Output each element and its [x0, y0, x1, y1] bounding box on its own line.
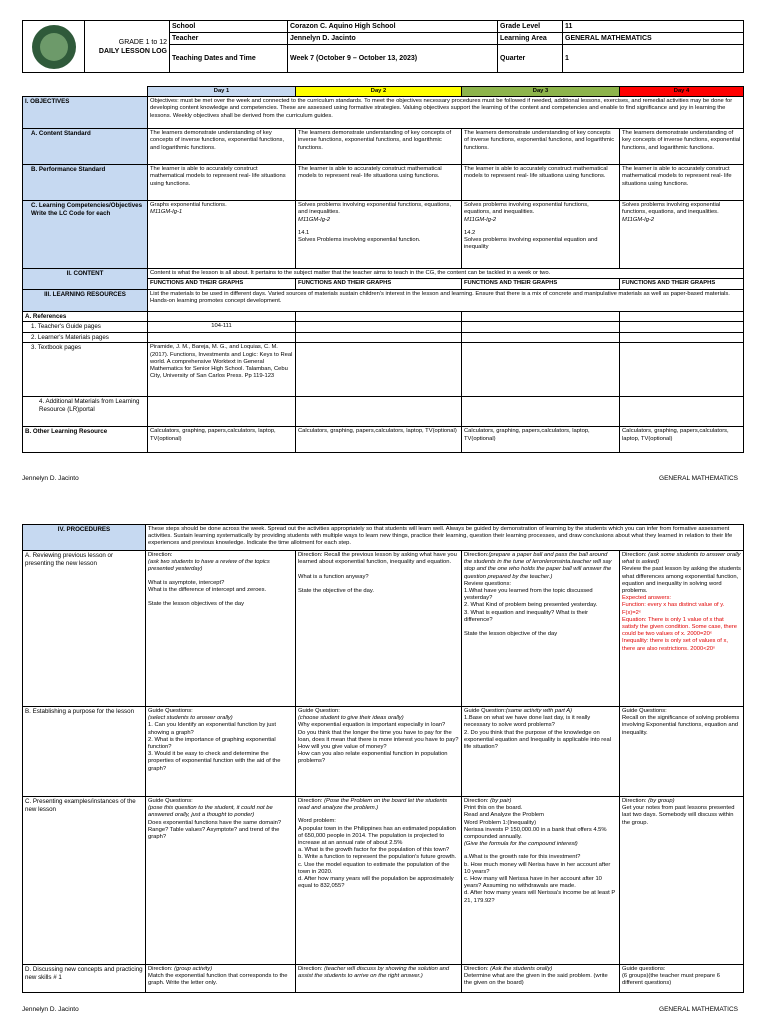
lc-day2 — [296, 201, 462, 269]
content-title: II. CONTENT — [23, 269, 148, 289]
olr-day2: Calculators, graphing, papers,calculators, laptop, TV(optional) — [296, 427, 462, 453]
note-text: (by pair) — [490, 798, 512, 804]
quarter-label: Quarter — [498, 45, 563, 73]
performance-standard-label: B. Performance Standard — [23, 165, 148, 201]
body-text: Review the past lesson by asking the students what differences among exponential function, equation and inequality in solving word problems. — [622, 566, 741, 595]
head-text: Guide Questions: — [148, 798, 193, 804]
day-4-header: Day 4 — [620, 87, 744, 97]
am-day1 — [148, 397, 296, 427]
lm-day3 — [462, 332, 620, 343]
body-text: a.What is the growth rate for this investment? b. How much money will Nerisa have in her account after 10 years? c. How many will Nerissa have in her account after 10 years? Assuming no withdrawals are made. d. After how many years will Nerissa's income be at least P 21, 179.92? — [464, 854, 616, 904]
am-day2 — [296, 397, 462, 427]
direction-text: Direction: — [464, 798, 489, 804]
procedures-title: IV. PROCEDURES — [23, 525, 146, 551]
lc-text: Solves problems involving exponential functions, equations, and inequalities. — [298, 202, 452, 216]
ref-day4 — [620, 311, 744, 322]
discussing-label: D. Discussing new concepts and practicing new skills # 1 — [23, 965, 146, 993]
note-text: (Ask the students orally) — [490, 966, 553, 972]
d-day1 — [146, 965, 296, 993]
dates-value: Week 7 (October 9 – October 13, 2023) — [288, 45, 498, 73]
d-day4 — [620, 965, 744, 993]
area-label: Learning Area — [498, 33, 563, 45]
body-text: Why exponential equation is important especially in loan? Do you think that the longer the time you have to pay for the loan, does it mean that there is more interest you have to pay? How will you give value of money? How can you also relate exponential function in population problems? — [298, 722, 459, 765]
lc-day4 — [620, 201, 744, 269]
tb-day4 — [620, 343, 744, 397]
resources-text: List the materials to be used in different days. Varied sources of materials sustain children's interest in the lesson and learning. Ensure that there is a mix of concrete and manipulative materials as well as paper-based materials. Hands-on learning promotes concept development. — [148, 289, 744, 311]
day-1-header: Day 1 — [148, 87, 296, 97]
cs-day4: The learners demonstrate understanding of key concepts of inverse functions, exponential functions, and logarithmic functions. — [620, 129, 744, 165]
lm-day4 — [620, 332, 744, 343]
tb-day3 — [462, 343, 620, 397]
a-day2: Direction: Recall the previous lesson by asking what have you learned about exponential function, inequality and equation. What is a function anyway? State the objective of the day. — [296, 551, 462, 707]
head-text: Guide questions: — [622, 966, 666, 972]
grade-label: Grade Level — [498, 21, 563, 33]
body-text: Get your notes from past lessons presented last two days. Somebody will discuss within the group. — [622, 805, 735, 826]
lc-code: M11GM-Ig-2 — [298, 216, 331, 223]
footer-subject: GENERAL MATHEMATICS — [659, 475, 738, 482]
lm-day1 — [148, 332, 296, 343]
expected-answers: Expected answers: Function: every x has distinct value of y. F(x)=2ˣ Equation: There is only 1 value of x that satisfy the given condition. Some case, there could be two values of x. 2000=20ˣ Inequality: there is only set of values of x, there are also restrictions. 2000<20ˣ — [622, 595, 738, 652]
other-resources-label: B. Other Learning Resource — [23, 427, 148, 453]
c-day2 — [296, 797, 462, 965]
textbook-label: 3. Textbook pages — [23, 343, 148, 397]
ps-day4: The learner is able to accurately construct mathematical models to represent real- life situations using functions. — [620, 165, 744, 201]
day-2-header: Day 2 — [296, 87, 462, 97]
note-text: (ask some students to answer orally what is asked) — [622, 552, 741, 566]
purpose-label: B. Establishing a purpose for the lesson — [23, 707, 146, 797]
footer-name: Jennelyn D. Jacinto — [22, 475, 79, 482]
lc-text: Graphs exponential functions. — [150, 202, 227, 209]
references-label: A. References — [23, 311, 148, 322]
head-text: Guide Question: — [464, 708, 506, 714]
am-day3 — [462, 397, 620, 427]
objectives-text: Objectives: must be met over the week and connected to the curriculum standards. To meet the objectives necessary procedures must be followed if needed, additional lessons, exercises, and remedial activities may be done for developing content knowledge and competencies. These are assessed using formative strategies. Valuing objectives support the learning of the content and competencies and enable to find significance and joy in learning the lessons. Weekly objectives shall be derived from the curriculum guides. — [148, 97, 744, 129]
log-title: DAILY LESSON LOG — [98, 47, 167, 55]
lesson-table-1 — [22, 86, 744, 453]
note-text: (select students to answer orally) — [148, 715, 233, 722]
note-text: (group activity) — [174, 966, 213, 972]
note-text: (by group) — [648, 798, 675, 804]
c-day1 — [146, 797, 296, 965]
blank-corner — [23, 87, 148, 97]
olr-day4: Calculators, graphing, papers,calculators, laptop, TV(optional) — [620, 427, 744, 453]
lc-code: M11GM-Ig-2 — [622, 216, 655, 223]
content-text: Content is what the lesson is all about. It pertains to the subject matter that the teacher aims to teach in the CG, the content can be tackled in a week or two. — [148, 269, 744, 279]
footer-subject-2: GENERAL MATHEMATICS — [659, 1006, 738, 1013]
direction-text: Direction: — [464, 966, 489, 972]
body-text: (6 groups)(the teacher must prepare 6 different questions) — [622, 973, 720, 987]
direction-text: Direction: — [464, 552, 489, 558]
deped-seal — [23, 21, 85, 73]
log-title-cell — [85, 21, 170, 73]
tg-day3 — [462, 322, 620, 333]
b-day2 — [296, 707, 462, 797]
ref-day3 — [462, 311, 620, 322]
olr-day3: Calculators, graphing, papers,calculators, laptop, TV(optional) — [462, 427, 620, 453]
tb-day1: Piramide, J. M., Bareja, M. G., and Loquias, C. M. (2017). Functions, Investments and Logic: Keys to Real world. A comprehensive Worktext in General Mathematics for Senior High School. Talamban, Cebu City, University of San Carlos Press. Pp 119-123 — [148, 343, 296, 397]
reviewing-label: A. Reviewing previous lesson or presenting the new lesson — [23, 551, 146, 707]
cs-day3: The learners demonstrate understanding of key concepts of inverse functions, exponential functions, and logarithmic functions. — [462, 129, 620, 165]
grade-value: 11 — [563, 21, 744, 33]
body-text: 1.Base on what we have done last day, is it really necessary to solve word problems? 2. Do you think that the purpose of the knowledge on exponential equation and Inequality is applicable into real life situation? — [464, 715, 611, 751]
resources-title: III. LEARNING RESOURCES — [23, 289, 148, 311]
lc-code: M11GM-Ig-1 — [150, 209, 183, 216]
direction-text: Direction: — [148, 552, 173, 558]
c-day4 — [620, 797, 744, 965]
lc-code: M11GM-Ig-2 — [464, 216, 497, 223]
ref-day2 — [296, 311, 462, 322]
topic-day4: FUNCTIONS AND THEIR GRAPHS — [620, 279, 744, 289]
teachers-guide-label: 1. Teacher's Guide pages — [23, 322, 148, 333]
additional-materials-label: 4. Additional Materials from Learning Resource (LR)portal — [23, 397, 148, 427]
b-day1 — [146, 707, 296, 797]
lc-day1 — [148, 201, 296, 269]
cs-day2: The learners demonstrate understanding of key concepts of inverse functions, exponential functions, and logarithmic functions. — [296, 129, 462, 165]
ps-day2: The learner is able to accurately construct mathematical models to represent real- life situations using functions. — [296, 165, 462, 201]
quarter-value: 1 — [563, 45, 744, 73]
objectives-title: I. OBJECTIVES — [23, 97, 148, 129]
grade-line: GRADE 1 to 12 — [118, 38, 167, 46]
body-text: Determine what are the given in the said problem. (write the given on the board) — [464, 973, 608, 987]
tg-day1: 104-111 — [148, 322, 296, 333]
b-day4: Guide Questions: Recall on the significance of solving problems involving Exponential functions, equation and inequality. — [620, 707, 744, 797]
header-table — [22, 20, 744, 73]
note-text: (ask two students to have a review of the topics presented yesterday) — [148, 559, 270, 573]
direction-text: Direction: — [622, 798, 647, 804]
cs-day1: The learners demonstrate understanding of key concepts of inverse functions, exponential functions, and logarithmic functions. — [148, 129, 296, 165]
tg-day2 — [296, 322, 462, 333]
ref-day1 — [148, 311, 296, 322]
note-text: (pose this question to the student, it could not be answered orally, just a thought to ponder) — [148, 805, 273, 819]
a-day4 — [620, 551, 744, 707]
teacher-label: Teacher — [170, 33, 288, 45]
am-day4 — [620, 397, 744, 427]
lm-day2 — [296, 332, 462, 343]
d-day3 — [462, 965, 620, 993]
lc-day3 — [462, 201, 620, 269]
olr-day1: Calculators, graphing, papers,calculators, laptop, TV(optional) — [148, 427, 296, 453]
a-day3 — [462, 551, 620, 707]
note-text: (same activity with part A) — [505, 708, 573, 714]
note-text: (Give the formula for the compound interest) — [464, 841, 578, 848]
area-value: GENERAL MATHEMATICS — [563, 33, 744, 45]
direction-text: Direction: — [298, 798, 323, 804]
lc-text: Solves problems involving exponential functions, equations, and inequalities. — [464, 202, 589, 216]
direction-text: Direction: — [622, 552, 647, 558]
direction-text: Direction: — [148, 966, 173, 972]
body-text: 1. Can you Identify an exponential function by just showing a graph? 2. What is the importance of graphing exponential function? 3. Would it be easy to check and determine the properties of exponential function with the aid of the graph? — [148, 722, 281, 772]
lesson-table-2 — [22, 524, 744, 993]
note-text: (prepare a paper ball and pass the ball around the students in the tune of leronleronsinta.teacher will say stop and the one who holds the paper ball will answer the question prepared by the teacher.) — [464, 552, 612, 580]
body-text: Review questions: 1.What have you learned from the topic discussed yesterday? 2. What Kind of problem being presented yesterday. 3. What is equation and inequality? What is their difference? State the lesson objective of the day — [464, 580, 598, 638]
ps-day3: The learner is able to accurately construct mathematical models to represent real- life situations using functions. — [462, 165, 620, 201]
lc-extra: 14.2 Solves problems involving exponential equation and inequality — [464, 229, 598, 251]
body-text: What is asymptote, intercept? What is the difference of intercept and zeroes. State the lesson objectives of the day — [148, 579, 267, 608]
body-text: Print this on the board. Read and Analyze the Problem Word Problem 1:(Inequality) Nerissa invests P 150,000.00 in a bank that offers 4.5% compounded annually. — [464, 805, 607, 841]
footer-name-2: Jennelyn D. Jacinto — [22, 1006, 79, 1013]
head-text: Guide Question: — [298, 708, 340, 714]
d-day2 — [296, 965, 462, 993]
school-label: School — [170, 21, 288, 33]
body-text: Word problem: A popular town in the Philippines has an estimated population of 650,000 people in 2014. The population is projected to increase at an annual rate of about 2.5% a. What is the growth factor for the population of this town? b. Write a function to represent the population's future growth. c. Use the model equation to estimate the population of the town in 2020. d. After how many years will the population be approximately equal to 832,055? — [298, 818, 457, 890]
note-text: (teacher will discuss by showing the solution and assist the students to arrive on the right answer.) — [298, 966, 450, 980]
direction-text: Direction: — [298, 966, 323, 972]
content-standard-label: A. Content Standard — [23, 129, 148, 165]
competencies-label: C. Learning Competencies/Objectives Write the LC Code for each — [23, 201, 148, 269]
topic-day2: FUNCTIONS AND THEIR GRAPHS — [296, 279, 462, 289]
procedures-text: These steps should be done across the week. Spread out the activities appropriately so that students will learn well. Always be guided by demonstration of learning by the students which you can infer from formative assessment activities. Sustain learning systematically by providing students with multiple ways to learn new things, practice their learning, question their learning processes, and draw conclusions about what they learned in relation to their life experiences and previous knowledge. Indicate the time allotment for each step. — [146, 525, 744, 551]
tg-day4 — [620, 322, 744, 333]
note-text: (Pose the Problem on the board let the students read and analyze the problem.) — [298, 798, 448, 812]
c-day3 — [462, 797, 620, 965]
learners-materials-label: 2. Learner's Materials pages — [23, 332, 148, 343]
body-text: Does exponential functions have the same domain? Range? Table values? Asymptote? and trend of the graph? — [148, 819, 282, 841]
dates-label: Teaching Dates and Time — [170, 45, 288, 73]
topic-day3: FUNCTIONS AND THEIR GRAPHS — [462, 279, 620, 289]
tb-day2 — [296, 343, 462, 397]
body-text: Match the exponential function that corresponds to the graph. Write the letter only. — [148, 973, 288, 987]
day-3-header: Day 3 — [462, 87, 620, 97]
teacher-value: Jennelyn D. Jacinto — [288, 33, 498, 45]
b-day3 — [462, 707, 620, 797]
school-value: Corazon C. Aquino High School — [288, 21, 498, 33]
lc-text: Solves problems involving exponential functions, equations, and inequalities. — [622, 202, 721, 216]
topic-day1: FUNCTIONS AND THEIR GRAPHS — [148, 279, 296, 289]
presenting-label: C. Presenting examples/instances of the new lesson — [23, 797, 146, 965]
a-day1 — [146, 551, 296, 707]
seal-icon — [32, 25, 76, 69]
head-text: Guide Questions: — [148, 708, 193, 714]
ps-day1: The learner is able to accurately construct mathematical models to represent real- life situations using functions. — [148, 165, 296, 201]
note-text: (choose student to give their ideas orally) — [298, 715, 404, 722]
lc-extra: 14.1 Solves Problems involving exponential function. — [298, 229, 421, 244]
